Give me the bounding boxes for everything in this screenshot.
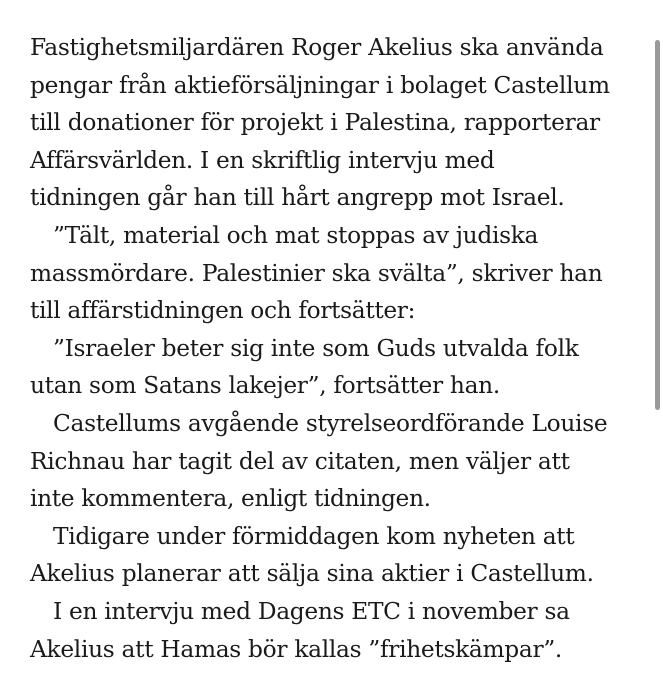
paragraph-castellum-chair — [30, 405, 640, 518]
paragraph-quote-2 — [30, 330, 640, 405]
text-line: utan som Satans lakejer”, fortsätter han. — [30, 372, 500, 400]
text-line: I en intervju med Dagens ETC i november sa — [53, 597, 570, 625]
text-line: Akelius att Hamas bör kallas ”frihetskämpar”. — [30, 635, 563, 663]
text-line: Tidigare under förmiddagen kom nyheten att — [53, 522, 575, 550]
text-line: pengar från aktieförsäljningar i bolaget Castellum — [30, 71, 610, 99]
article-body — [30, 29, 640, 668]
text-line: inte kommentera, enligt tidningen. — [30, 485, 431, 513]
paragraph-intro — [30, 29, 640, 217]
text-line: till donationer för projekt i Palestina, rapporterar — [30, 109, 600, 137]
text-line: ”Tält, material och mat stoppas av judiska — [53, 221, 539, 249]
text-line: Castellums avgående styrelseordförande Louise — [53, 409, 608, 437]
text-line: Affärsvärlden. I en skriftlig intervju med — [30, 146, 495, 174]
scrollbar-thumb[interactable] — [655, 40, 660, 410]
text-line: massmördare. Palestinier ska svälta”, skriver han — [30, 259, 603, 287]
paragraph-quote-1 — [30, 217, 640, 330]
text-line: Fastighetsmiljardären Roger Akelius ska använda — [30, 34, 604, 61]
text-line: Richnau har tagit del av citaten, men väljer att — [30, 447, 570, 475]
paragraph-news — [30, 518, 640, 593]
paragraph-interview — [30, 593, 640, 668]
text-line: Akelius planerar att sälja sina aktier i Castellum. — [30, 560, 594, 588]
text-line: till affärstidningen och fortsätter: — [30, 297, 416, 325]
text-line: tidningen går han till hårt angrepp mot Israel. — [30, 184, 565, 212]
text-line: ”Israeler beter sig inte som Guds utvalda folk — [53, 334, 579, 362]
